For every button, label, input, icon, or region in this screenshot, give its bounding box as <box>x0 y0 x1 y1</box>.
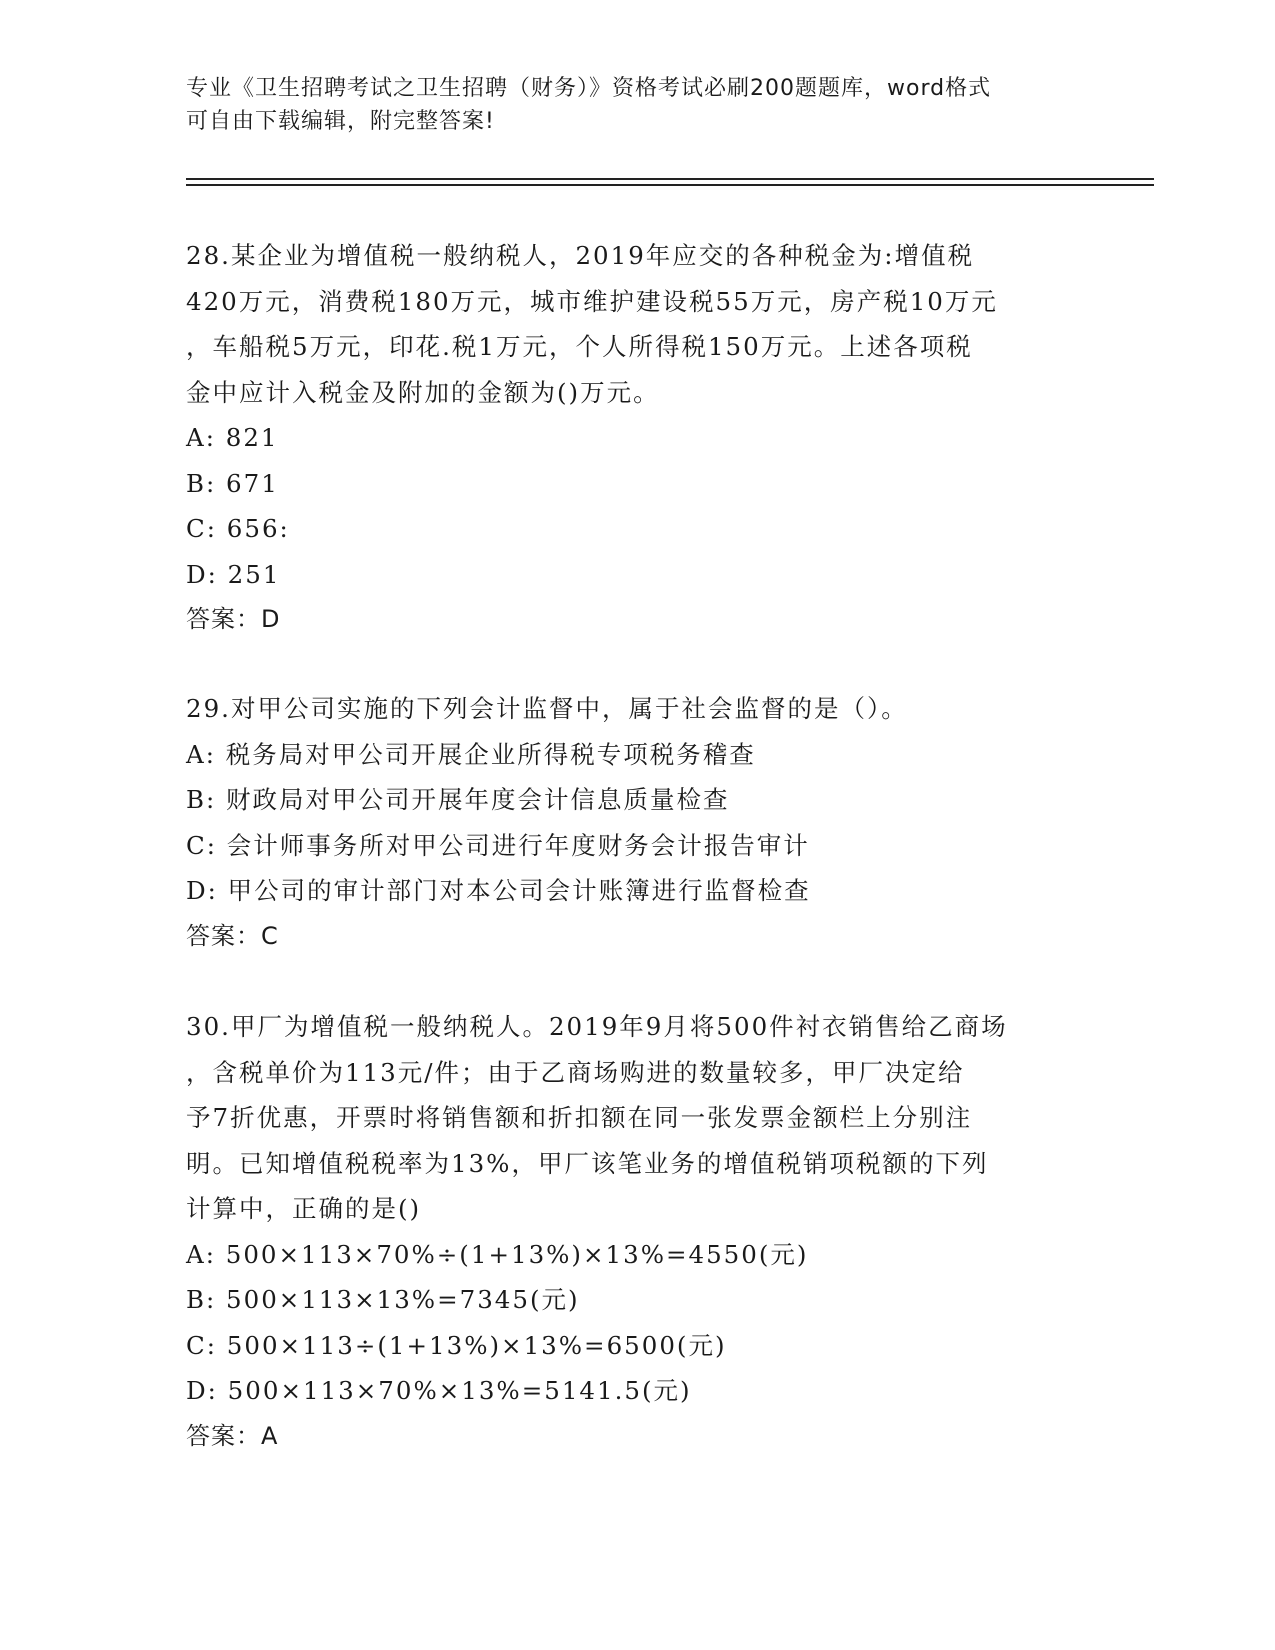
option-c: C: 656: <box>186 514 290 543</box>
answer: 答案：A <box>186 1421 279 1450</box>
question-stem-line: 金中应计入税金及附加的金额为()万元。 <box>186 377 660 407</box>
option-d: D: 500×113×70%×13%=5141.5(元) <box>186 1376 692 1405</box>
question-stem-line: ，含税单价为113元/件；由于乙商场购进的数量较多，甲厂决定给 <box>186 1057 965 1087</box>
header-line-2: 可自由下载编辑，附完整答案! <box>186 109 495 134</box>
option-b: B: 671 <box>186 468 279 498</box>
question-stem-line: 28.某企业为增值税一般纳税人，2019年应交的各种税金为:增值税 <box>186 241 975 270</box>
question-stem-line: 29.对甲公司实施的下列会计监督中，属于社会监督的是（）。 <box>186 694 908 723</box>
question-stem-line: 予7折优惠，开票时将销售额和折扣额在同一张发票金额栏上分别注 <box>186 1103 973 1132</box>
option-a: A: 税务局对甲公司开展企业所得税专项税务稽查 <box>186 739 756 769</box>
option-b: B: 500×113×13%=7345(元) <box>186 1285 580 1314</box>
question-stem-line: 明。已知增值税税率为13%，甲厂该笔业务的增值税销项税额的下列 <box>186 1148 989 1178</box>
header-divider-top <box>186 178 1154 180</box>
header-line-1: 专业《卫生招聘考试之卫生招聘（财务）》资格考试必刷200题题库，word格式 <box>186 76 992 101</box>
option-b: B: 财政局对甲公司开展年度会计信息质量检查 <box>186 785 730 814</box>
question-stem-line: ，车船税5万元，印花.税1万元，个人所得税150万元。上述各项税 <box>186 332 973 361</box>
question-28 <box>186 233 1086 643</box>
document-header <box>186 72 1086 138</box>
option-d: D: 甲公司的审计部门对本公司会计账簿进行监督检查 <box>186 876 811 905</box>
option-a: A: 821 <box>186 423 279 452</box>
option-a: A: 500×113×70%÷(1+13%)×13%=4550(元) <box>186 1239 809 1269</box>
option-d: D: 251 <box>186 559 281 589</box>
question-30 <box>186 1004 1086 1459</box>
header-divider-bottom <box>186 184 1154 186</box>
option-c: C: 会计师事务所对甲公司进行年度财务会计报告审计 <box>186 830 810 860</box>
question-stem-line: 30.甲厂为增值税一般纳税人。2019年9月将500件衬衣销售给乙商场 <box>186 1012 1008 1041</box>
answer: 答案：C <box>186 921 279 950</box>
question-stem-line: 420万元，消费税180万元，城市维护建设税55万元，房产税10万元 <box>186 286 998 316</box>
question-stem-line: 计算中，正确的是() <box>186 1194 422 1223</box>
answer: 答案：D <box>186 605 281 633</box>
question-29 <box>186 686 1086 959</box>
option-c: C: 500×113÷(1+13%)×13%=6500(元) <box>186 1330 727 1360</box>
